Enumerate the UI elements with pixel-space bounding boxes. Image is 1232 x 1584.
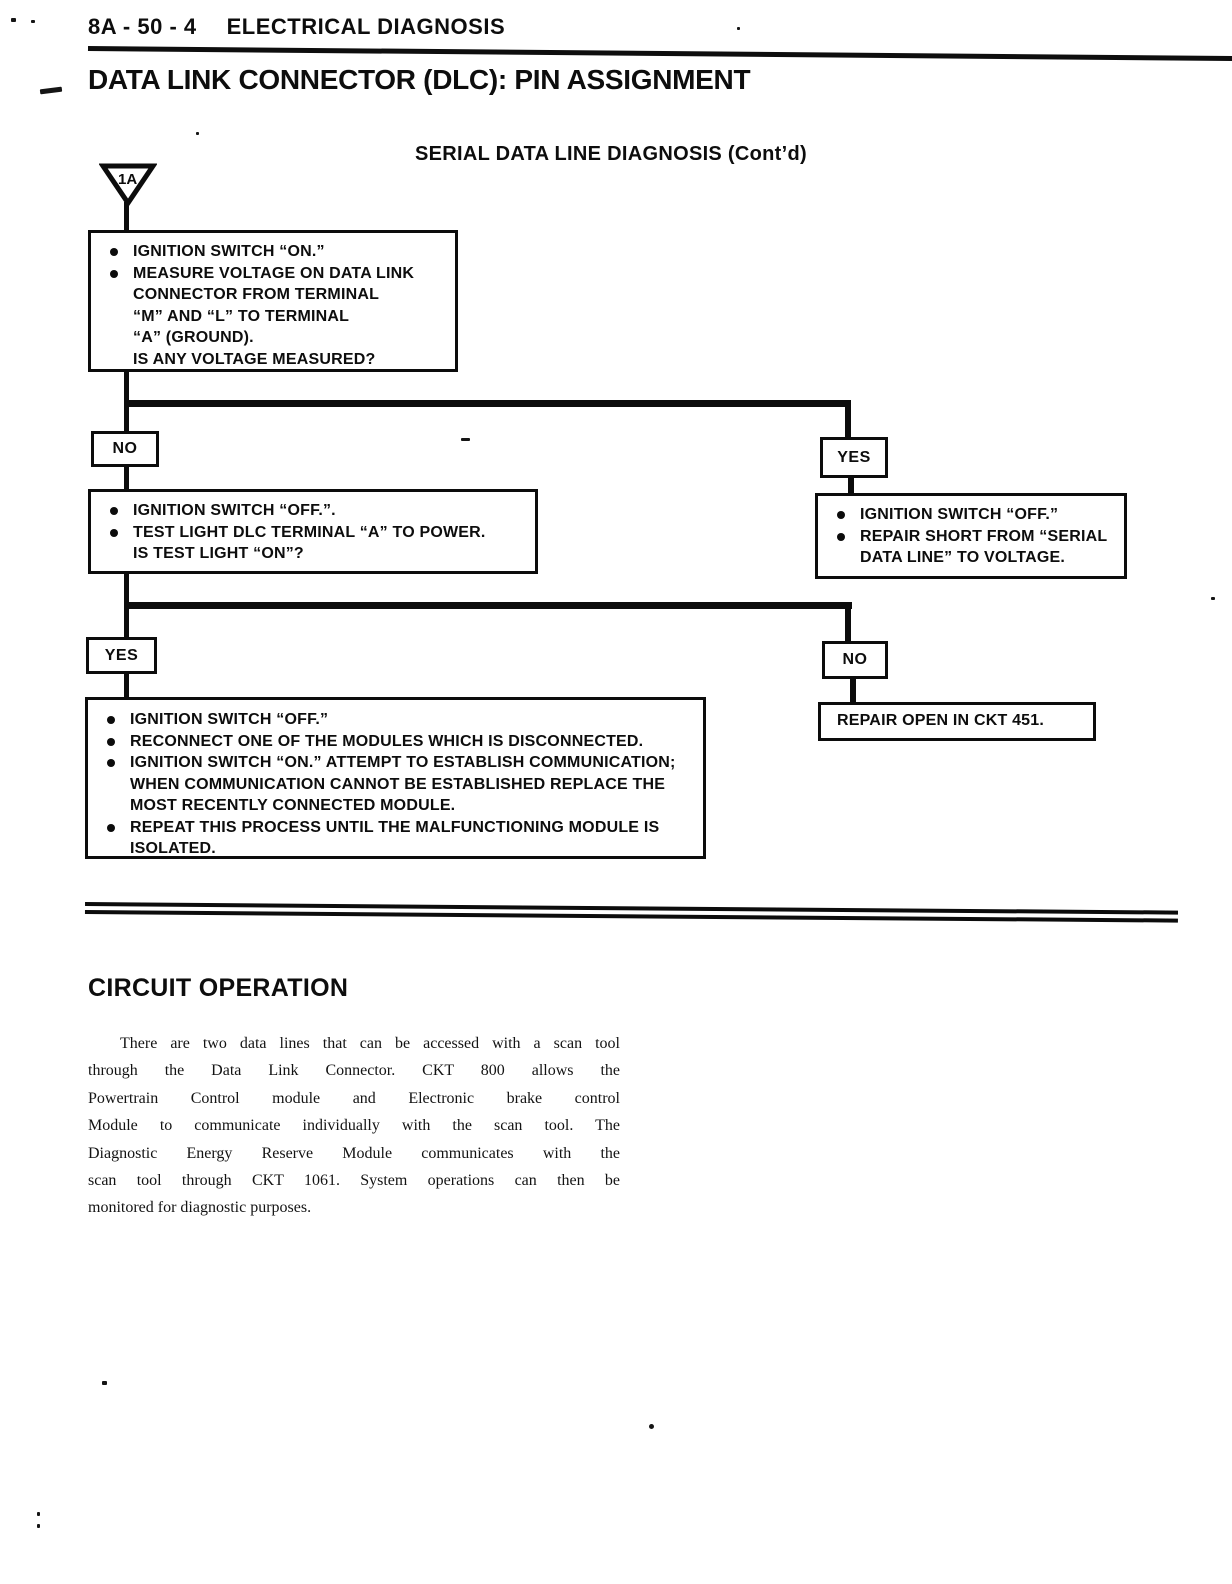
paragraph-line: scan tool through CKT 1061. System operations can then be bbox=[88, 1172, 620, 1190]
paragraph-line: Module to communicate individually with the scan tool. The bbox=[88, 1117, 620, 1135]
flowchart-subtitle: SERIAL DATA LINE DIAGNOSIS (Cont’d) bbox=[415, 143, 807, 165]
scan-speck bbox=[37, 1524, 40, 1528]
section-divider bbox=[85, 902, 1178, 922]
flow-step-text: ISOLATED. bbox=[130, 840, 216, 857]
page-title: DATA LINK CONNECTOR (DLC): PIN ASSIGNMENT bbox=[88, 64, 751, 95]
flow-label-yes-2: YES bbox=[86, 637, 157, 674]
scan-speck bbox=[461, 438, 470, 441]
flow-step-box-2-yes bbox=[815, 493, 1127, 579]
header-rule bbox=[88, 46, 1232, 61]
flow-step-text: IGNITION SWITCH “OFF.” bbox=[88, 709, 703, 731]
scan-speck bbox=[102, 1381, 107, 1385]
flow-line-vertical bbox=[124, 672, 129, 699]
flow-step-text: IS ANY VOLTAGE MEASURED? bbox=[133, 350, 376, 368]
scan-speck bbox=[40, 87, 62, 95]
scan-speck bbox=[649, 1424, 654, 1429]
flow-step-text: IGNITION SWITCH “OFF.”. bbox=[91, 500, 535, 522]
flow-step-text: DATA LINE” TO VOLTAGE. bbox=[860, 549, 1065, 566]
section-title: ELECTRICAL DIAGNOSIS bbox=[226, 14, 506, 39]
flow-label-no-2: NO bbox=[822, 641, 888, 679]
flow-line-vertical bbox=[850, 677, 856, 704]
flow-step-text: CONNECTOR FROM TERMINAL bbox=[133, 286, 380, 303]
flow-line-vertical bbox=[845, 602, 851, 644]
flow-step-text: REPAIR SHORT FROM “SERIAL bbox=[818, 526, 1124, 548]
connector-label: 1A bbox=[118, 171, 138, 188]
flow-step-text: “M” AND “L” TO TERMINAL bbox=[133, 307, 350, 325]
flow-step-box-3-yes bbox=[85, 697, 706, 859]
page-number: 8A - 50 - 4 bbox=[88, 14, 197, 39]
circuit-operation-paragraph bbox=[88, 1030, 620, 1222]
flow-label-no-1: NO bbox=[91, 431, 159, 467]
flow-step-text: IGNITION SWITCH “ON.” ATTEMPT TO ESTABLISH COMMUNICATION; bbox=[88, 752, 703, 774]
scan-speck bbox=[31, 20, 35, 23]
paragraph-line: through the Data Link Connector. CKT 800 allows the bbox=[88, 1062, 620, 1080]
page-header bbox=[88, 14, 505, 40]
scan-speck bbox=[37, 1512, 40, 1516]
flow-line-branch bbox=[124, 602, 852, 609]
flow-step-text: TEST LIGHT DLC TERMINAL “A” TO POWER. bbox=[91, 522, 535, 544]
scan-speck bbox=[196, 132, 199, 135]
paragraph-line: Diagnostic Energy Reserve Module communicates with the bbox=[88, 1144, 620, 1162]
flow-step-text: MOST RECENTLY CONNECTED MODULE. bbox=[130, 797, 456, 814]
flow-step-box-1 bbox=[88, 230, 458, 372]
scan-speck bbox=[11, 18, 16, 22]
flow-step-text: WHEN COMMUNICATION CANNOT BE ESTABLISHED REPLACE THE bbox=[130, 775, 666, 793]
flow-line-vertical bbox=[124, 465, 129, 491]
flow-line-branch bbox=[124, 400, 851, 407]
flow-step-box-3-no bbox=[818, 702, 1096, 741]
flow-step-text: IGNITION SWITCH “OFF.” bbox=[818, 504, 1124, 526]
flow-line-vertical bbox=[124, 607, 129, 639]
scan-speck bbox=[737, 27, 740, 30]
flow-connector-triangle bbox=[99, 161, 157, 212]
flow-line-vertical bbox=[845, 400, 851, 440]
flow-step-box-2-no bbox=[88, 489, 538, 574]
circuit-operation-heading: CIRCUIT OPERATION bbox=[88, 974, 349, 1002]
flow-step-text: REPAIR OPEN IN CKT 451. bbox=[837, 712, 1045, 729]
flow-label-yes-1: YES bbox=[820, 437, 888, 478]
flow-step-text: “A” (GROUND). bbox=[133, 329, 254, 346]
flow-step-text: IGNITION SWITCH “ON.” bbox=[91, 241, 455, 263]
flow-step-text: MEASURE VOLTAGE ON DATA LINK bbox=[91, 263, 455, 285]
scan-speck bbox=[1211, 597, 1215, 600]
flow-step-text: IS TEST LIGHT “ON”? bbox=[133, 545, 304, 562]
flow-step-text: RECONNECT ONE OF THE MODULES WHICH IS DISCONNECTED. bbox=[88, 731, 703, 753]
paragraph-line: There are two data lines that can be accessed with a scan tool bbox=[120, 1035, 620, 1052]
paragraph-line: monitored for diagnostic purposes. bbox=[88, 1199, 312, 1217]
flow-step-text: REPEAT THIS PROCESS UNTIL THE MALFUNCTIONING MODULE IS bbox=[88, 817, 703, 839]
paragraph-line: Powertrain Control module and Electronic brake control bbox=[88, 1089, 620, 1107]
